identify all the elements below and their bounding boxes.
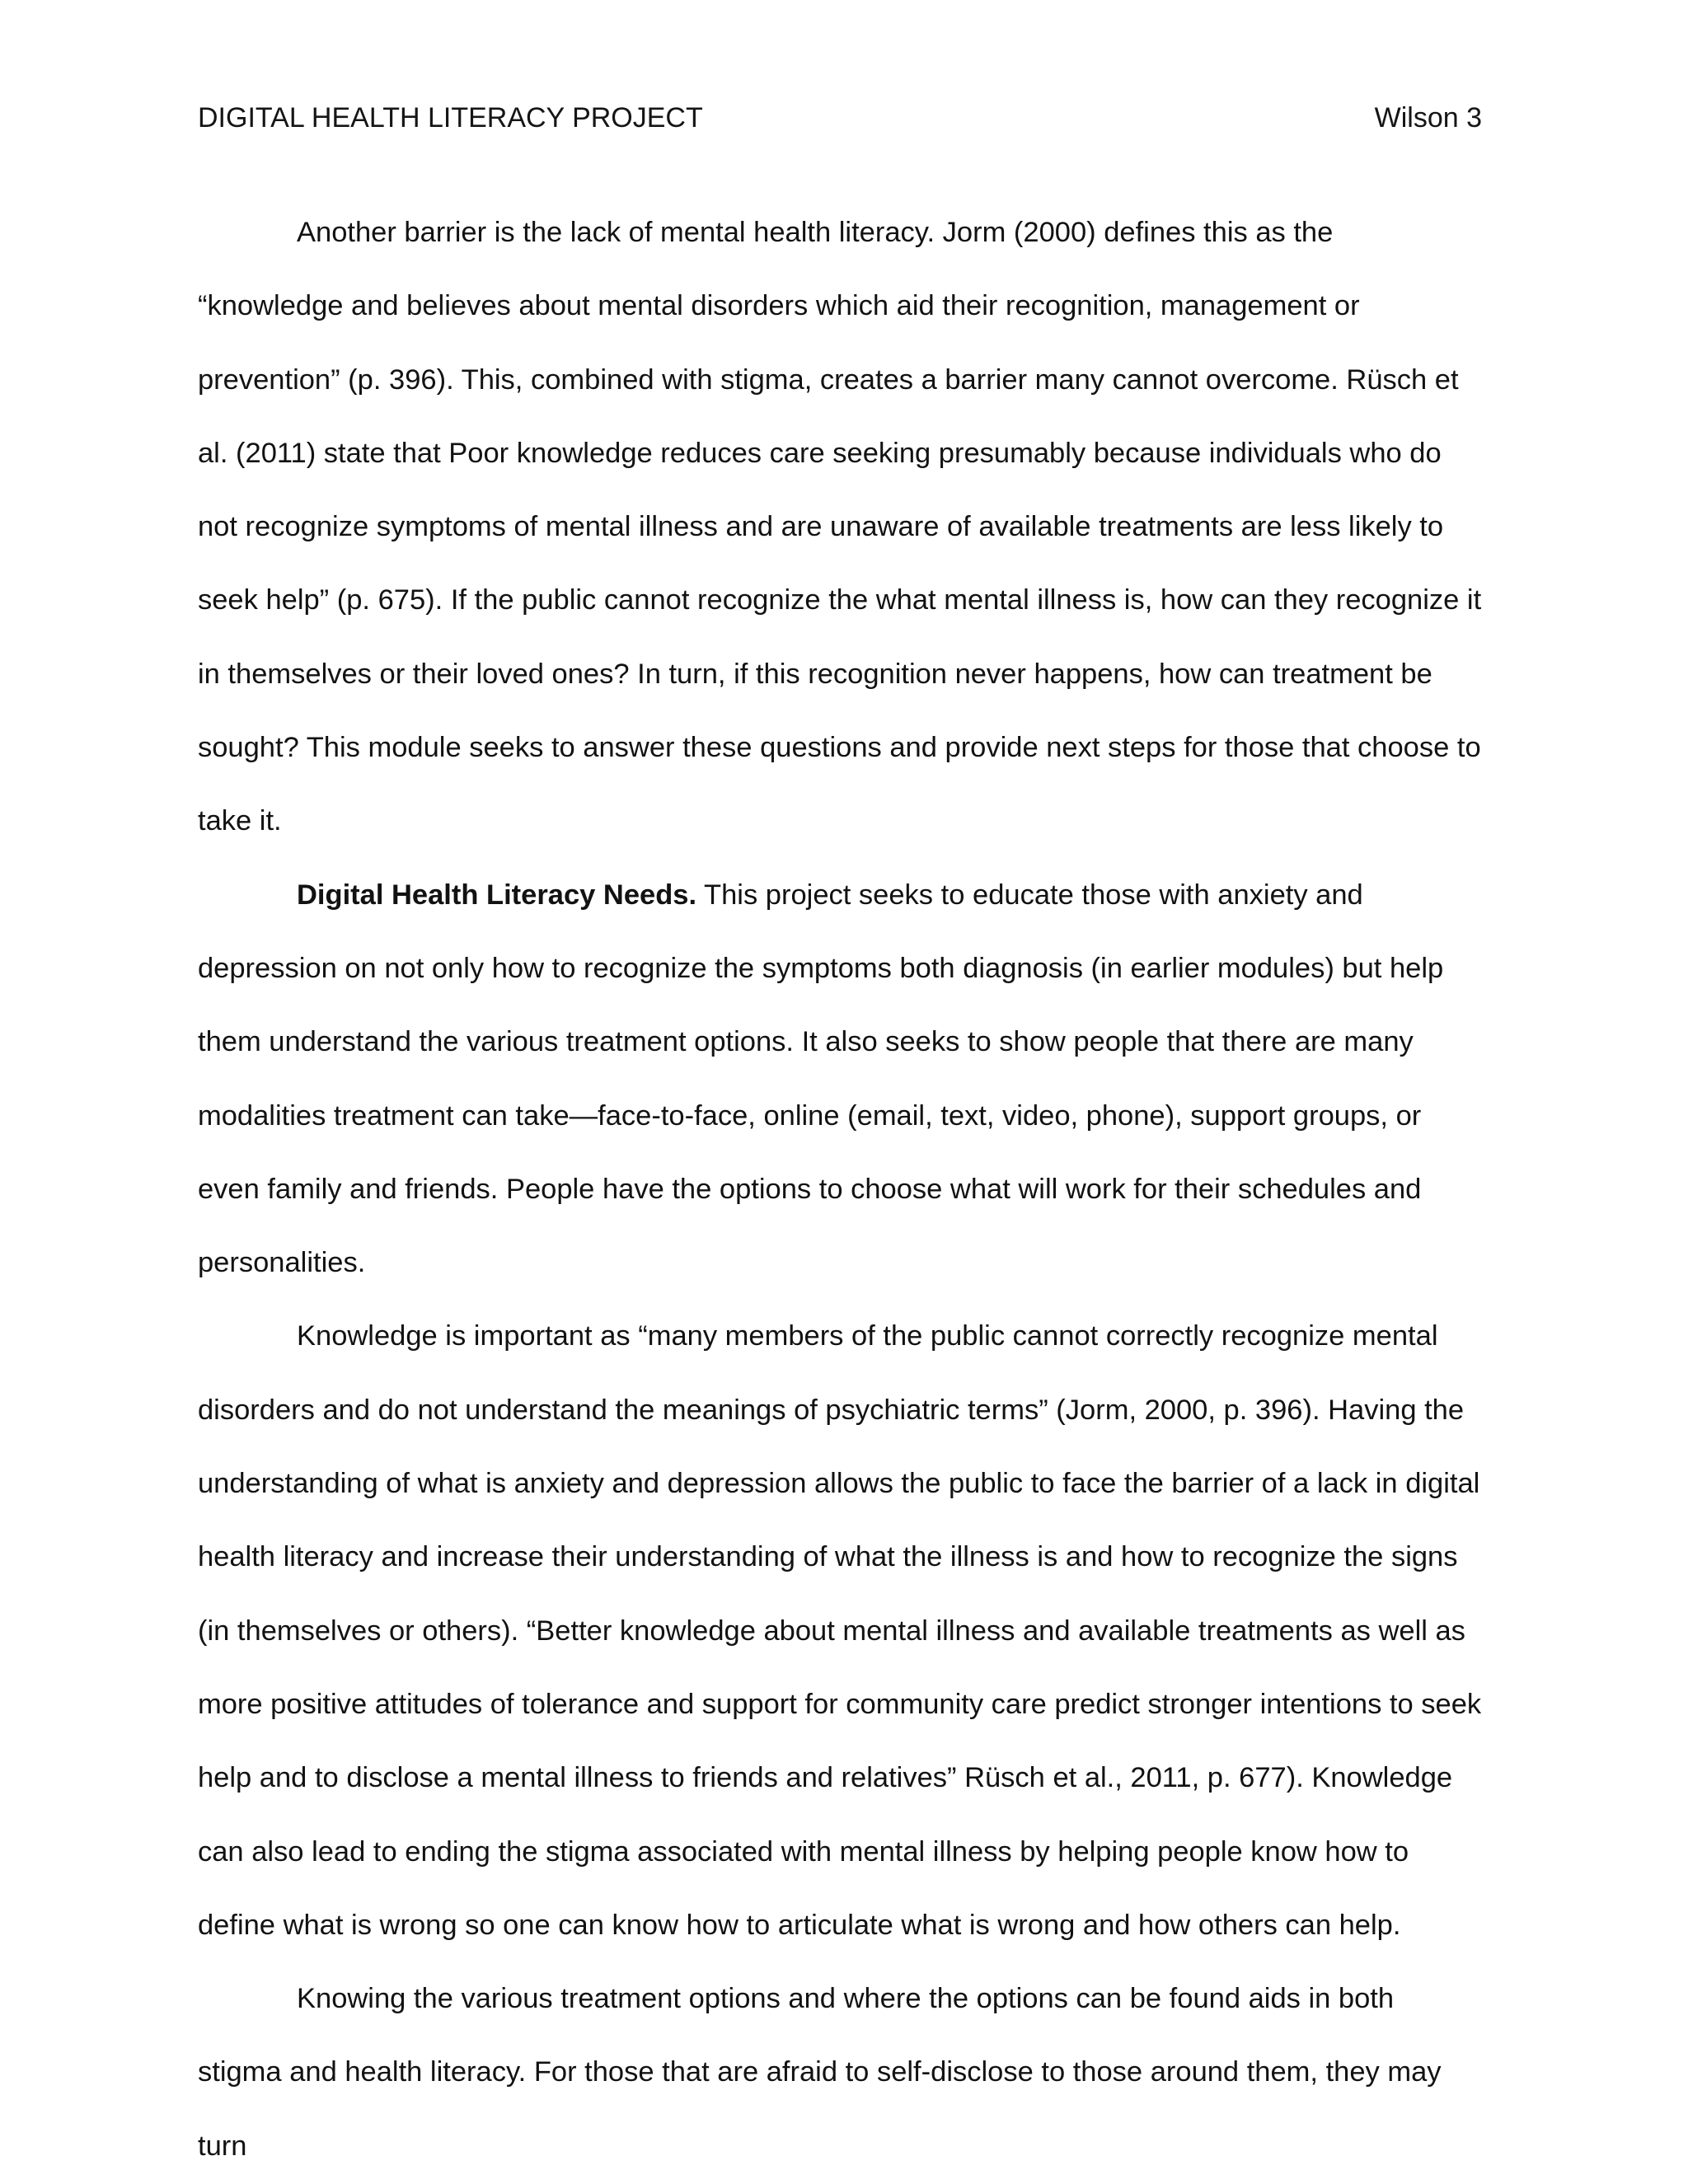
paragraph-digital-health-literacy-needs [198, 859, 1484, 1301]
paragraph-mental-health-literacy: Another barrier is the lack of mental health literacy. Jorm (2000) defines this as the “knowledge and believes about mental disorders which aid their recognition, management or prevention” (p. 396). This, combined with stigma, creates a barrier many cannot overcome. Rüsch et al. (2011) state that Poor knowledge reduces care seeking presumably because individuals who do not recognize symptoms of mental illness and are unaware of available treatments are less likely to seek help” (p. 675). If the public cannot recognize the what mental illness is, how can they recognize it in themselves or their loved ones? In turn, if this recognition never happens, how can treatment be sought? This module seeks to answer these questions and provide next steps for those that choose to take it. [198, 217, 1482, 837]
body-text [198, 196, 1484, 2183]
running-header [198, 97, 1482, 138]
paragraph-text: This project seeks to educate those with anxiety and depression on not only how to recognize the symptoms both diagnosis (in earlier modules) but help them understand the various treatment options. It also seeks to show people that there are many modalities treatment can take—face-to-face, online (email, text, video, phone), support groups, or even family and friends. People have the options to choose what will work for their schedules and personalities. [198, 879, 1444, 1279]
paragraph-treatment-options: Knowing the various treatment options and where the options can be found aids in both stigma and health literacy. For those that are afraid to self-disclose to those around them, they may turn [198, 1983, 1442, 2162]
page-number: Wilson 3 [1374, 102, 1482, 134]
section-heading: Digital Health Literacy Needs. [297, 879, 697, 911]
running-head-title: DIGITAL HEALTH LITERACY PROJECT [198, 102, 703, 134]
paragraph-knowledge: Knowledge is important as “many members of the public cannot correctly recognize mental disorders and do not understand the meanings of psychiatric terms” (Jorm, 2000, p. 396). Having the understanding of what is anxiety and depression allows the public to face the barrier of a lack in digital health literacy and increase their understanding of what the illness is and how to recognize the signs (in themselves or others). “Better knowledge about mental illness and available treatments as well as more positive attitudes of tolerance and support for community care predict stronger intentions to seek help and to disclose a mental illness to friends and relatives” Rüsch et al., 2011, p. 677). Knowledge can also lead to ending the stigma associated with mental illness by helping people know how to define what is wrong so one can know how to articulate what is wrong and how others can help. [198, 1320, 1482, 1941]
